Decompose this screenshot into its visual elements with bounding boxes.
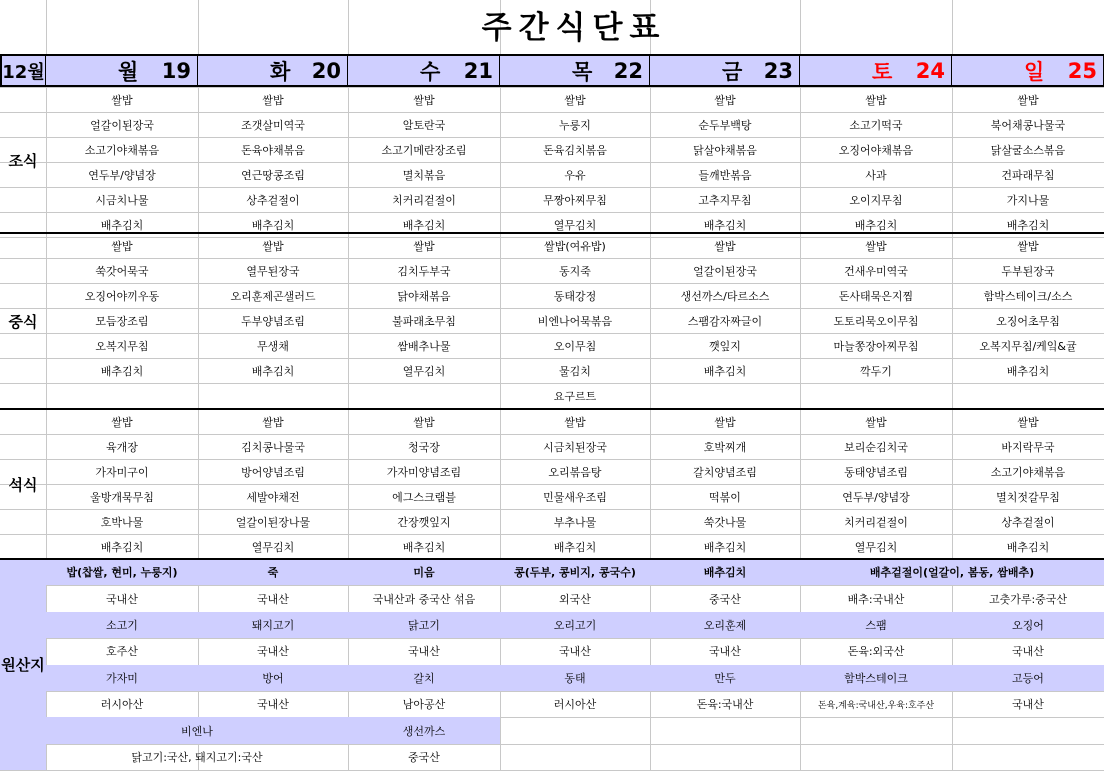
menu-cell: 가자미구이: [95, 465, 149, 479]
menu-cell: 배추김치: [402, 540, 446, 554]
day-date: 21: [463, 58, 493, 83]
menu-cell: 쑥갓어묵국: [95, 264, 149, 278]
menu-cell: 배추김치: [703, 364, 747, 378]
origin-cell: 함박스테이크: [844, 671, 908, 685]
menu-cell: 오리훈제곤샐러드: [230, 289, 316, 303]
origin-cell: 국내산: [257, 698, 289, 712]
origin-cell: 국내산: [408, 645, 440, 659]
day-date: 22: [613, 58, 643, 83]
menu-cell: 두부된장국: [1001, 264, 1055, 278]
menu-cell: 쌀밥: [413, 239, 435, 253]
origin-cell: 닭고기: [408, 618, 440, 632]
menu-cell: 우유: [564, 168, 586, 182]
origin-cell: 미음: [413, 566, 435, 580]
menu-cell: 오징어야채볶음: [838, 143, 914, 157]
menu-cell: 가자미양념조림: [386, 465, 462, 479]
menu-cell: 오징어야끼우동: [84, 289, 160, 303]
origin-cell: 돈육,계육:국내산,우육:호주산: [817, 700, 935, 711]
menu-cell: 호박찌개: [703, 440, 747, 454]
day-header: [650, 54, 800, 87]
menu-cell: 알토란국: [402, 118, 446, 132]
origin-cell: 갈치: [413, 671, 435, 685]
menu-cell: 열무김치: [402, 364, 446, 378]
menu-cell: 배추김치: [402, 218, 446, 232]
menu-cell: 비엔나어묵볶음: [537, 314, 613, 328]
menu-cell: 쌀밥: [1017, 239, 1039, 253]
menu-cell: [46, 383, 198, 408]
menu-cell: 쌈배추나물: [397, 339, 451, 353]
origin-cell: 돈육:국내산: [696, 698, 754, 712]
origin-cell: 외국산: [559, 592, 591, 606]
day-date: 24: [915, 58, 945, 83]
menu-cell: 모듬장조림: [95, 314, 149, 328]
menu-cell: 세발야채전: [246, 490, 300, 504]
menu-cell: 고추지무침: [698, 193, 752, 207]
origin-cell: 고등어: [1012, 671, 1044, 685]
day-date: 25: [1067, 58, 1097, 83]
menu-cell: 얼갈이된장국: [693, 264, 757, 278]
menu-cell: 동태강정: [553, 289, 597, 303]
origin-label: 원산지: [0, 559, 46, 770]
menu-cell: 보리순김치국: [844, 440, 908, 454]
menu-cell: 소고기야채볶음: [990, 465, 1066, 479]
menu-cell: 상추겉절이: [246, 193, 300, 207]
menu-cell: 두부양념조림: [241, 314, 305, 328]
menu-cell: 멸치볶음: [402, 168, 446, 182]
menu-cell: 배추김치: [1006, 540, 1050, 554]
menu-cell: 멸치젓갈무침: [996, 490, 1060, 504]
menu-cell: 깍두기: [860, 364, 892, 378]
section-divider: [0, 558, 1104, 560]
month-header: 12월: [0, 54, 46, 87]
menu-cell: 청국장: [408, 440, 440, 454]
menu-cell: 배추김치: [100, 364, 144, 378]
menu-cell: 동태양념조림: [844, 465, 908, 479]
menu-cell: 북어채콩나물국: [990, 118, 1066, 132]
menu-cell: 부추나물: [553, 515, 597, 529]
menu-cell: 사과: [865, 168, 887, 182]
menu-cell: 생선까스/타르소스: [680, 289, 770, 303]
origin-cell: 배추김치: [703, 566, 747, 580]
day-name: 수: [420, 59, 441, 84]
origin-cell: 국내산: [1012, 698, 1044, 712]
menu-cell: 도토리묵오이무침: [833, 314, 919, 328]
origin-cell: 밥(찹쌀, 현미, 누룽지): [66, 566, 178, 580]
menu-cell: 쌀밥: [1017, 93, 1039, 107]
meal-label-breakfast: 조식: [8, 151, 38, 170]
menu-cell: 오복지무침: [95, 339, 149, 353]
menu-cell: 열무김치: [854, 540, 898, 554]
menu-cell: 쌀밥: [262, 415, 284, 429]
origin-cell: 죽: [267, 566, 279, 580]
origin-cell: 스팸: [865, 618, 887, 632]
menu-cell: 배추김치: [553, 540, 597, 554]
menu-cell: 갈치양념조림: [693, 465, 757, 479]
menu-cell: 쌀밥: [111, 93, 133, 107]
origin-cell: 국내산: [257, 645, 289, 659]
origin-cell: 러시아산: [100, 698, 144, 712]
menu-cell: 배추김치: [100, 218, 144, 232]
menu-cell: 쑥갓나물: [703, 515, 747, 529]
menu-cell: 배추김치: [251, 364, 295, 378]
menu-cell: 닭살굴소스볶음: [990, 143, 1066, 157]
menu-cell: 오이무침: [553, 339, 597, 353]
menu-cell: 쌀밥: [564, 93, 586, 107]
origin-cell: 만두: [714, 671, 736, 685]
origin-cell: 고춧가루:중국산: [988, 592, 1068, 606]
menu-cell: 순두부백탕: [698, 118, 752, 132]
menu-cell: 건파래무침: [1001, 168, 1055, 182]
menu-cell: 소고기야채볶음: [84, 143, 160, 157]
menu-cell: 누룽지: [559, 118, 591, 132]
day-header: [348, 54, 500, 87]
day-date: 19: [161, 58, 191, 83]
origin-cell: 배추:국내산: [847, 592, 905, 606]
menu-cell: 쌀밥: [865, 93, 887, 107]
menu-cell: 간장깻잎지: [397, 515, 451, 529]
menu-cell: 무생채: [257, 339, 289, 353]
menu-cell: 열무김치: [251, 540, 295, 554]
menu-cell: 열무김치: [553, 218, 597, 232]
day-header: [800, 54, 952, 87]
origin-cell: 동태: [564, 671, 586, 685]
origin-cell: 호주산: [106, 645, 138, 659]
menu-cell: 불파래초무침: [392, 314, 456, 328]
menu-cell: 쌀밥: [413, 93, 435, 107]
menu-cell: 돈육김치볶음: [543, 143, 607, 157]
day-name: 토: [872, 59, 893, 84]
day-name: 금: [722, 59, 743, 84]
origin-cell: 콩(두부, 콩비지, 콩국수): [514, 566, 636, 580]
menu-cell: 배추김치: [1006, 218, 1050, 232]
origin-cell: 비엔나: [181, 724, 213, 738]
origin-cell: 오리고기: [553, 618, 597, 632]
menu-cell: 깻잎지: [709, 339, 741, 353]
menu-cell: 돈사태묵은지찜: [838, 289, 914, 303]
menu-cell: 쌀밥: [262, 93, 284, 107]
origin-cell: 중국산: [709, 592, 741, 606]
menu-cell: 배추김치: [1006, 364, 1050, 378]
origin-cell: 돈육:외국산: [847, 645, 905, 659]
menu-cell: 배추김치: [100, 540, 144, 554]
menu-cell: 얼갈이된장나물: [235, 515, 311, 529]
origin-cell: 돼지고기: [251, 618, 295, 632]
origin-cell: 닭고기:국산, 돼지고기:국산: [131, 750, 263, 764]
menu-cell: 민물새우조림: [543, 490, 607, 504]
menu-cell: [952, 383, 1104, 408]
menu-cell: 쌀밥: [564, 415, 586, 429]
menu-cell: 쌀밥: [1017, 415, 1039, 429]
day-header: [198, 54, 348, 87]
day-date: 23: [763, 58, 793, 83]
menu-cell: 상추겉절이: [1001, 515, 1055, 529]
menu-cell: 시금치나물: [95, 193, 149, 207]
origin-cell: 오리훈제: [703, 618, 747, 632]
origin-cell: 소고기: [106, 618, 138, 632]
menu-cell: 가지나물: [1006, 193, 1050, 207]
menu-cell: 쌀밥: [111, 239, 133, 253]
origin-cell: 국내산: [559, 645, 591, 659]
section-divider: [0, 408, 1104, 410]
origin-cell: 방어: [262, 671, 284, 685]
menu-cell: 닭살야채볶음: [693, 143, 757, 157]
menu-cell: 호박나물: [100, 515, 144, 529]
menu-cell: [800, 383, 952, 408]
menu-cell: 물김치: [559, 364, 591, 378]
menu-cell: 소고기떡국: [849, 118, 903, 132]
menu-cell: 쌀밥: [413, 415, 435, 429]
origin-cell: 배추겉절이(얼갈이, 봄동, 쌈배추): [869, 566, 1035, 580]
menu-cell: 돈육야채볶음: [241, 143, 305, 157]
menu-cell: 떡볶이: [709, 490, 741, 504]
menu-cell: 쌀밥: [111, 415, 133, 429]
menu-cell: 쌀밥: [714, 239, 736, 253]
menu-cell: 김치콩나물국: [241, 440, 305, 454]
origin-cell: 가자미: [106, 671, 138, 685]
menu-cell: 닭야채볶음: [397, 289, 451, 303]
menu-cell: 무짱아찌무침: [543, 193, 607, 207]
menu-cell: 쌀밥: [714, 415, 736, 429]
origin-cell: 러시아산: [553, 698, 597, 712]
menu-cell: 요구르트: [553, 389, 597, 403]
day-name: 월: [118, 59, 139, 84]
origin-cell: 중국산: [408, 750, 440, 764]
menu-cell: 쌀밥: [865, 239, 887, 253]
origin-cell: 국내산: [1012, 645, 1044, 659]
menu-cell: 함박스테이크/소스: [983, 289, 1073, 303]
menu-cell: 시금치된장국: [543, 440, 607, 454]
menu-cell: 동지죽: [559, 264, 591, 278]
menu-cell: 조갯살미역국: [241, 118, 305, 132]
menu-cell: 쌀밥(여유밥): [544, 239, 606, 253]
menu-cell: 에그스크램블: [392, 490, 456, 504]
menu-cell: 배추김치: [251, 218, 295, 232]
origin-cell: 오징어: [1012, 618, 1044, 632]
menu-cell: [348, 383, 500, 408]
menu-cell: 김치두부국: [397, 264, 451, 278]
menu-cell: [198, 383, 348, 408]
menu-cell: 오리볶음탕: [548, 465, 602, 479]
origin-cell: 생선까스: [402, 724, 446, 738]
menu-cell: 열무된장국: [246, 264, 300, 278]
menu-cell: 들깨반볶음: [698, 168, 752, 182]
section-divider: [0, 232, 1104, 234]
menu-cell: 치커리겉절이: [844, 515, 908, 529]
menu-cell: 울방개묵무침: [90, 490, 154, 504]
menu-cell: [650, 383, 800, 408]
menu-cell: 건새우미역국: [844, 264, 908, 278]
menu-cell: 얼갈이된장국: [90, 118, 154, 132]
origin-cell: 남아공산: [402, 698, 446, 712]
menu-cell: 방어양념조림: [241, 465, 305, 479]
menu-cell: 배추김치: [703, 218, 747, 232]
menu-cell: 연근땅콩조림: [241, 168, 305, 182]
day-date: 20: [311, 58, 341, 83]
origin-cell: 국내산: [709, 645, 741, 659]
menu-cell: 스팸감자짜글이: [687, 314, 763, 328]
menu-cell: 연두부/양념장: [842, 490, 910, 504]
menu-cell: 소고기메란장조림: [381, 143, 467, 157]
origin-cell: 국내산: [106, 592, 138, 606]
menu-cell: 오이지무침: [849, 193, 903, 207]
day-header: [952, 54, 1104, 87]
day-name: 화: [270, 59, 291, 84]
day-header: [500, 54, 650, 87]
day-name: 일: [1024, 59, 1045, 84]
menu-cell: 배추김치: [703, 540, 747, 554]
page-title: 주간식단표: [481, 9, 667, 46]
menu-cell: 육개장: [106, 440, 138, 454]
meal-label-lunch: 중식: [8, 312, 38, 331]
menu-cell: 마늘쫑장아찌무침: [833, 339, 919, 353]
menu-cell: 오복지무침/케잌&귤: [979, 339, 1077, 353]
menu-cell: 배추김치: [854, 218, 898, 232]
menu-cell: 쌀밥: [865, 415, 887, 429]
menu-cell: 치커리겉절이: [392, 193, 456, 207]
menu-cell: 쌀밥: [714, 93, 736, 107]
menu-cell: 바지락무국: [1001, 440, 1055, 454]
origin-cell: 국내산: [257, 592, 289, 606]
menu-cell: 쌀밥: [262, 239, 284, 253]
day-name: 목: [572, 59, 593, 84]
origin-cell: 국내산과 중국산 섞음: [372, 592, 476, 606]
menu-cell: 오징어초무침: [996, 314, 1060, 328]
meal-label-dinner: 석식: [8, 475, 38, 494]
menu-cell: 연두부/양념장: [88, 168, 156, 182]
day-header: [46, 54, 198, 87]
